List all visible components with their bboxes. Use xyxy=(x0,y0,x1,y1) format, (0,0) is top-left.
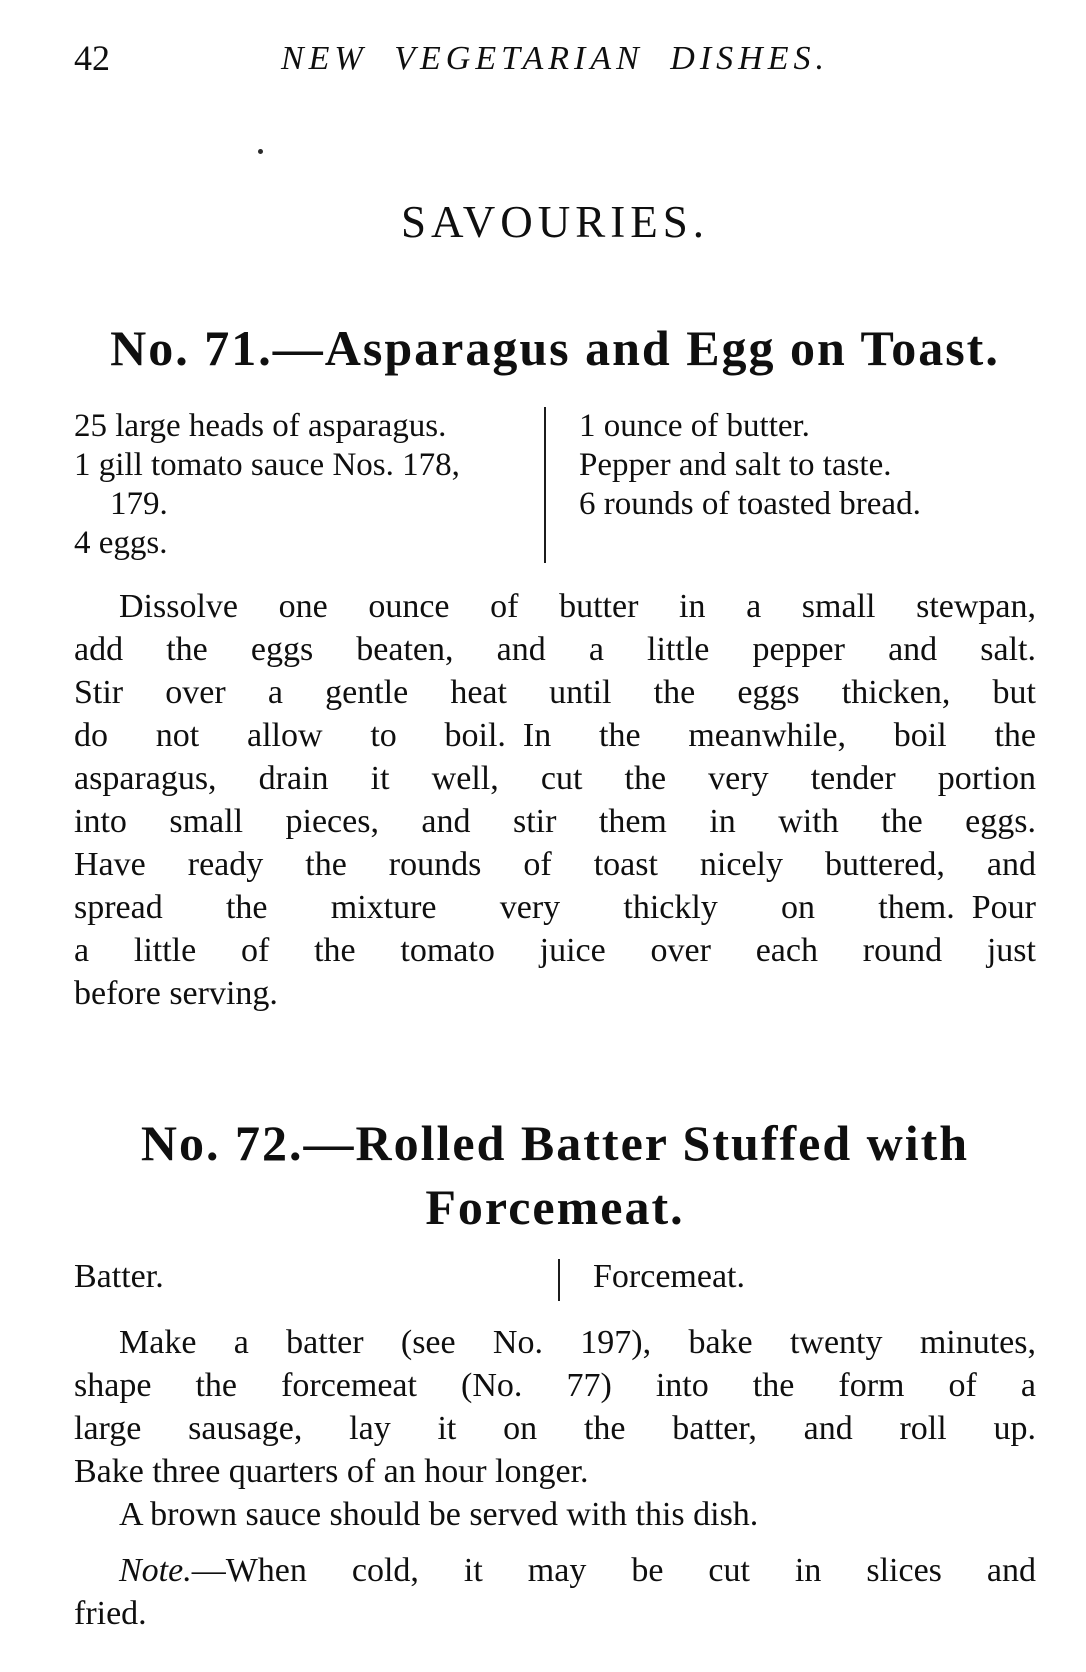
recipe-72-title-line-2: Forcemeat. xyxy=(425,1179,685,1235)
recipe-72-instructions xyxy=(74,1321,1036,1536)
note-line xyxy=(74,1549,1036,1592)
recipe-72 xyxy=(74,1111,1036,1635)
ingredient-continuation-line: 179. xyxy=(110,486,168,522)
recipe-72-title xyxy=(74,1111,1036,1239)
ingredient-line: 1 ounce of butter. xyxy=(579,408,810,444)
ingredients-right-column xyxy=(546,407,921,563)
ingredient-line: Batter. xyxy=(74,1258,164,1295)
body-line: do not allow to boil. In the meanwhile, boil the xyxy=(74,717,1036,754)
note-label: Note. xyxy=(119,1552,192,1589)
note-last-line: fried. xyxy=(74,1595,147,1632)
body-line: add the eggs beaten, and a little pepper and salt. xyxy=(74,631,1036,668)
body-line: shape the forcemeat (No. 77) into the form of a xyxy=(74,1367,1036,1404)
ingredient-line: 25 large heads of asparagus. xyxy=(74,408,447,444)
ingredient-line: 6 rounds of toasted bread. xyxy=(579,486,921,522)
body-line: into small pieces, and stir them in with the eggs. xyxy=(74,803,1036,840)
ingredient-line: 4 eggs. xyxy=(74,525,168,561)
ingredients-left-column xyxy=(74,407,544,563)
recipe-71-instructions xyxy=(74,585,1036,1015)
section-heading: SAVOURIES. xyxy=(401,197,709,247)
recipe-71-title: No. 71.—Asparagus and Egg on Toast. xyxy=(110,320,1000,376)
body-line: Make a batter (see No. 197), bake twenty minutes, xyxy=(119,1324,1036,1361)
ingredients-left-column xyxy=(74,1257,558,1301)
body-line: Have ready the rounds of toast nicely buttered, and xyxy=(74,846,1036,883)
recipe-72-ingredients xyxy=(74,1257,1036,1301)
body-line: asparagus, drain it well, cut the very tender portion xyxy=(74,760,1036,797)
body-line: a little of the tomato juice over each round just xyxy=(74,932,1036,969)
page-number: 42 xyxy=(74,38,110,78)
body-line: Dissolve one ounce of butter in a small stewpan, xyxy=(119,588,1036,625)
recipe-71 xyxy=(74,320,1036,1015)
ingredient-line: 1 gill tomato sauce Nos. 178, xyxy=(74,447,460,483)
running-header: NEW VEGETARIAN DISHES. xyxy=(280,40,830,77)
body-line: Stir over a gentle heat until the eggs thicken, but xyxy=(74,674,1036,711)
page-header xyxy=(74,38,1036,80)
body-line: large sausage, lay it on the batter, and roll up. xyxy=(74,1410,1036,1447)
recipe-71-ingredients xyxy=(74,407,1036,563)
note-text: —When cold, it may be cut in slices and xyxy=(191,1552,1036,1589)
body-line: Bake three quarters of an hour longer. xyxy=(74,1453,589,1490)
recipe-72-note xyxy=(74,1549,1036,1635)
ingredients-right-column xyxy=(560,1257,745,1301)
ingredient-line: Pepper and salt to taste. xyxy=(579,447,892,483)
recipe-72-title-line-1: No. 72.—Rolled Batter Stuffed with xyxy=(140,1115,970,1171)
sauce-line: A brown sauce should be served with this dish. xyxy=(119,1496,759,1533)
body-line: spread the mixture very thickly on them. Pour xyxy=(74,889,1036,926)
ink-speck xyxy=(258,149,263,154)
body-line: before serving. xyxy=(74,975,278,1012)
ingredient-line: Forcemeat. xyxy=(593,1258,745,1295)
